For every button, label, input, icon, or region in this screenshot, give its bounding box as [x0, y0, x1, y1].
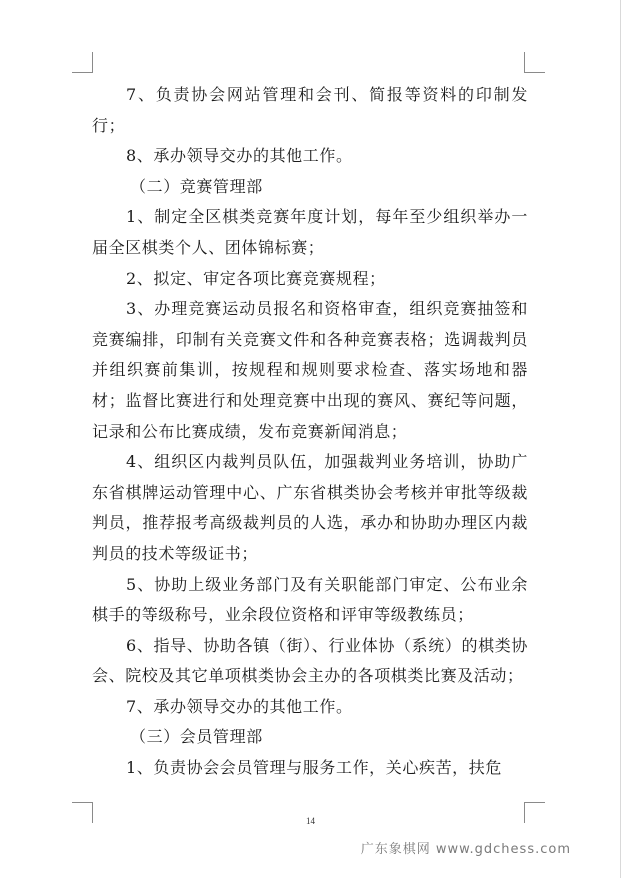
paragraph-item: 6、指导、协助各镇（街）、行业体协（系统）的棋类协会、院校及其它单项棋类协会主办的各项棋类比赛及活动； — [92, 635, 528, 686]
crop-mark-top-left — [72, 52, 93, 73]
paragraph-item: 7、负责协会网站管理和会刊、简报等资料的印制发行； — [92, 85, 528, 135]
paragraph-item: 3、办理竞赛运动员报名和资格审查，组织竞赛抽签和竞赛编排，印制有关竞赛文件和各种竞赛表格；选调裁判员并组织赛前集训，按规程和规则要求检查、落实场地和器材；监督比赛进行和处理竞赛中出现的赛风、赛纪等问题，记录和公布比赛成绩，发布竞赛新闻消息； — [92, 299, 528, 441]
paragraph-item: 1、制定全区棋类竞赛年度计划，每年至少组织举办一届全区棋类个人、团体锦标赛； — [92, 207, 528, 257]
paragraph-item: 2、拟定、审定各项比赛竞赛规程； — [126, 268, 386, 288]
paragraph-item: 7、承办领导交办的其他工作。 — [126, 696, 353, 716]
paragraph-item: 8、承办领导交办的其他工作。 — [126, 146, 353, 166]
section-heading: （二）竞赛管理部 — [130, 176, 263, 196]
paragraph-item: 5、协助上级业务部门及有关职能部门审定、公布业余棋手的等级称号，业余段位资格和评审等级教练员； — [92, 574, 528, 625]
page-number: 14 — [306, 816, 315, 826]
section-heading: （三）会员管理部 — [130, 727, 263, 747]
paragraph-item: 1、负责协会会员管理与服务工作，关心疾苦，扶危 — [126, 758, 502, 778]
source-watermark: 广东象棋网 www.gdchess.com — [360, 842, 571, 857]
paragraph-item: 4、组织区内裁判员队伍，加强裁判业务培训，协助广东省棋牌运动管理中心、广东省棋类协会考核并审批等级裁判员，推荐报考高级裁判员的人选，承办和协助办理区内裁判员的技术等级证书； — [92, 452, 528, 563]
crop-mark-top-right — [524, 52, 545, 73]
document-body — [92, 80, 528, 784]
